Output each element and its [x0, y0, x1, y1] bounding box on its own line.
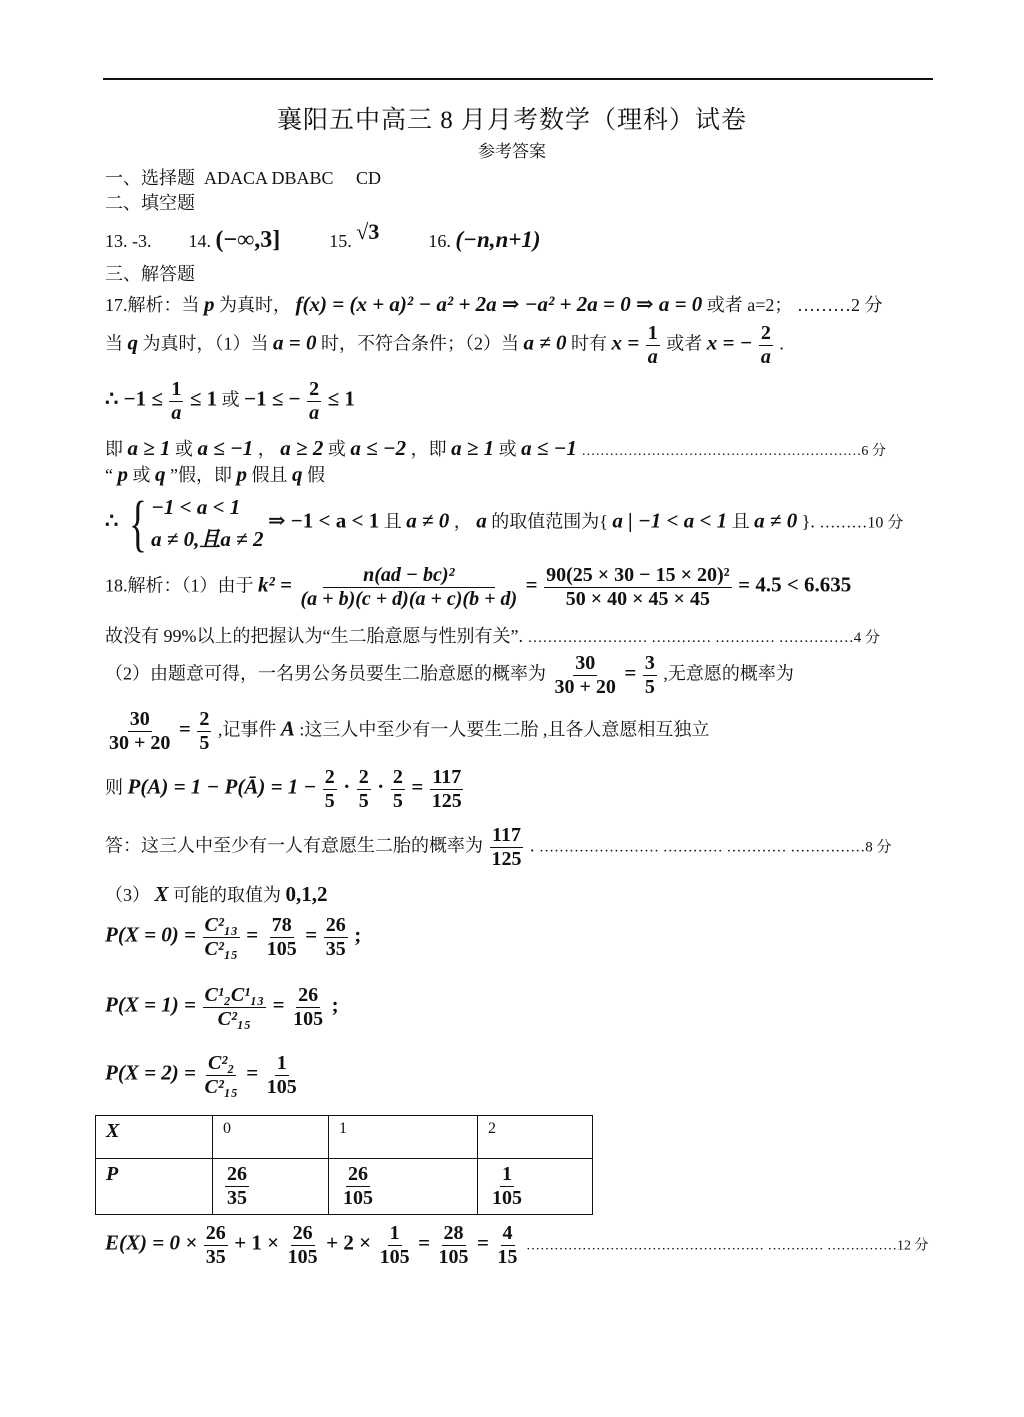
formula: a ≤ −1	[197, 436, 254, 460]
var-p: p	[117, 462, 128, 486]
var-p: p	[236, 462, 247, 486]
numerator: 26	[292, 1222, 313, 1244]
table-cell: 1	[329, 1116, 478, 1159]
numerator: C²₂	[208, 1052, 235, 1074]
text: 则	[105, 777, 123, 798]
fraction	[544, 564, 732, 611]
formula: ·	[343, 774, 351, 799]
q18-expectation	[105, 1222, 929, 1269]
numerator: 2	[309, 378, 320, 400]
score-note: ………2 分	[796, 295, 883, 315]
q17-line-3	[105, 378, 355, 425]
section-label: 三、解答题	[105, 264, 195, 284]
fraction	[357, 766, 371, 813]
text: 或	[221, 389, 240, 410]
text: 答：这三人中至少有一人有意愿生二胎的概率为	[105, 835, 483, 856]
fraction	[323, 766, 337, 813]
text: 或	[175, 439, 194, 459]
score-note: ……………………………………………………6 分	[581, 444, 886, 459]
fraction	[490, 824, 524, 871]
var-q: q	[127, 330, 138, 355]
formula: + 2 ×	[326, 1230, 372, 1255]
denominator: 30 + 20	[109, 732, 171, 754]
denominator: 125	[431, 790, 462, 812]
numerator: 2	[358, 766, 369, 788]
formula: ·	[377, 774, 385, 799]
denominator: 50 × 40 × 45 × 45	[565, 588, 710, 610]
text: 为真时，	[219, 295, 291, 315]
denominator: 105	[266, 938, 297, 960]
formula: −1 < a < 1	[151, 495, 241, 519]
fraction	[553, 652, 618, 699]
formula: ≤ 1	[327, 386, 355, 411]
section-label: 二、填空题	[105, 193, 195, 213]
fraction	[169, 378, 183, 425]
numerator: 3	[644, 652, 655, 674]
denominator: 5	[392, 790, 403, 812]
denominator: a	[647, 346, 658, 368]
formula: a	[476, 508, 487, 533]
numerator: 1	[276, 1052, 287, 1074]
denominator: a	[309, 402, 320, 424]
q18-line-1	[105, 564, 851, 611]
score-note: …………………… ………… ………… ……………4 分	[527, 630, 880, 646]
text: 且	[731, 511, 750, 532]
denominator: a	[760, 346, 771, 368]
q17-line-4	[105, 436, 886, 461]
formula: P(X = 1) =	[105, 992, 197, 1017]
var-p: p	[204, 292, 215, 316]
formula: a = 0	[273, 330, 317, 355]
numerator: 2	[199, 708, 210, 730]
fraction	[197, 708, 211, 755]
formula: = 4.5 < 6.635	[738, 572, 852, 597]
q13-answer: 13. -3.	[105, 231, 152, 251]
numerator: 28	[443, 1222, 464, 1244]
formula: f(x) = (x + a)² − a² + 2a ⇒ −a² + 2a = 0 ⇒ a = 0	[295, 292, 703, 316]
text: 假	[307, 465, 325, 485]
formula: =	[624, 660, 637, 685]
q18-line-4	[105, 708, 709, 755]
formula: A	[280, 716, 295, 741]
var-q: q	[292, 462, 303, 486]
brace-icon: {	[128, 489, 147, 558]
q18-line-3	[105, 652, 794, 699]
text: ，即	[410, 439, 447, 459]
denominator: 5	[324, 790, 335, 812]
denominator: 35	[325, 938, 346, 960]
formula: P(X = 2) =	[105, 1060, 197, 1085]
text: 故没有 99%以上的把握认为“生二胎意愿与性别有关”.	[105, 626, 523, 646]
denominator: 30 + 20	[554, 676, 616, 698]
formula: a ≥ 1	[451, 436, 495, 460]
denominator: 105	[438, 1246, 469, 1268]
fraction	[204, 1222, 228, 1269]
q17-line-2	[105, 322, 784, 369]
text: 或者	[666, 333, 703, 354]
text: 当	[105, 333, 123, 354]
table-header-p: P	[96, 1159, 213, 1215]
numerator: 2	[324, 766, 335, 788]
fraction	[291, 984, 325, 1031]
text: ”假，即	[170, 465, 232, 485]
formula: 0,1,2	[285, 882, 328, 906]
formula: ∴ −1 ≤	[105, 386, 163, 411]
top-rule	[103, 78, 933, 80]
formula: ;	[354, 922, 362, 947]
denominator: 15	[497, 1246, 518, 1268]
numerator: 26	[348, 1163, 368, 1185]
denominator: 105	[293, 1008, 324, 1030]
denominator: (a + b)(c + d)(a + c)(b + d)	[300, 588, 518, 610]
numerator: 26	[325, 914, 346, 936]
numerator: 1	[389, 1222, 400, 1244]
formula: =	[246, 922, 259, 947]
table-header-x: X	[96, 1116, 213, 1159]
numerator: C¹₂C¹₁₃	[204, 984, 265, 1006]
fraction	[307, 378, 321, 425]
text: （2）由题意可得，一名男公务员要生二胎意愿的概率为	[105, 663, 546, 684]
fraction	[299, 564, 520, 611]
denominator: 105	[287, 1246, 318, 1268]
text: ,无意愿的概率为	[663, 663, 794, 684]
denominator: C²₁₅	[204, 1076, 238, 1098]
q18-line-6	[105, 824, 892, 871]
formula: a | −1 < a < 1	[612, 508, 728, 533]
score-note: …………………… ………… ………… ……………8 分	[539, 839, 892, 856]
text: }.	[801, 511, 815, 532]
denominator: 5	[199, 732, 210, 754]
denominator: 35	[205, 1246, 226, 1268]
choice-answers-line	[105, 168, 381, 190]
q17-line-5	[105, 462, 325, 487]
text: 可能的取值为	[173, 885, 282, 905]
formula: a ≠ 0	[754, 508, 798, 533]
fraction	[437, 1222, 471, 1269]
numerator: 26	[205, 1222, 226, 1244]
formula: =	[418, 1230, 431, 1255]
numerator: 30	[575, 652, 596, 674]
numerator: C²₁₃	[204, 914, 238, 936]
numerator: 78	[271, 914, 292, 936]
fill-blank-answers	[105, 219, 541, 255]
formula: −1 ≤ −	[244, 386, 301, 411]
text: 或	[498, 439, 517, 459]
text: ，	[257, 439, 276, 459]
formula: a ≠ 0,且a ≠ 2	[151, 526, 264, 551]
denominator: 35	[227, 1187, 247, 1209]
table-cell: 0	[213, 1116, 329, 1159]
fraction	[646, 322, 660, 369]
formula: k² =	[258, 572, 293, 597]
fraction	[430, 766, 464, 813]
text: 假且	[251, 465, 288, 485]
denominator: 105	[379, 1246, 410, 1268]
inequality-system	[151, 492, 263, 555]
formula: + 1 ×	[234, 1230, 280, 1255]
table-cell	[329, 1159, 478, 1215]
formula: a ≤ −1	[521, 436, 577, 460]
fraction	[265, 1052, 299, 1099]
fraction	[378, 1222, 412, 1269]
formula: =	[411, 774, 424, 799]
denominator: 105	[343, 1187, 373, 1209]
q18-p2	[105, 1052, 301, 1099]
choice-answers-2: CD	[356, 168, 382, 188]
text: .	[779, 333, 784, 354]
table-cell	[213, 1159, 329, 1215]
section-label: 一、选择题	[105, 168, 195, 188]
denominator: 105	[492, 1187, 522, 1209]
numerator: 26	[298, 984, 319, 1006]
numerator: 1	[502, 1163, 512, 1185]
formula: =	[305, 922, 318, 947]
text: 且	[383, 511, 402, 532]
fraction	[286, 1222, 320, 1269]
numerator: 30	[129, 708, 150, 730]
formula: P(X = 0) =	[105, 922, 197, 947]
fraction	[496, 1222, 520, 1269]
table-cell	[478, 1159, 593, 1215]
numerator: 117	[432, 766, 462, 788]
fraction	[341, 1163, 375, 1210]
text: ，	[453, 511, 472, 532]
denominator: a	[171, 402, 182, 424]
q14-answer: (−∞,3]	[215, 227, 281, 253]
formula: =	[272, 992, 285, 1017]
choice-answers: ADACA DBABC	[204, 168, 334, 188]
denominator: C²₁₅	[217, 1008, 251, 1030]
text: 17.解析：当	[105, 295, 200, 315]
text: ,记事件	[217, 719, 277, 740]
q17-line-1	[105, 292, 882, 317]
denominator: 5	[644, 676, 655, 698]
text: 的取值范围为{	[491, 511, 608, 532]
q16-answer: (−n,n+1)	[455, 227, 541, 252]
q18-p1	[105, 984, 339, 1031]
formula: a ≥ 1	[127, 436, 171, 460]
text: 时有	[571, 333, 607, 354]
formula: =	[178, 716, 191, 741]
score-note: ………10 分	[819, 514, 904, 532]
fraction	[203, 1052, 240, 1099]
formula: ∴	[105, 508, 119, 533]
text: .	[530, 835, 535, 856]
q18-line-7	[105, 882, 328, 907]
q17-line-6	[105, 489, 904, 558]
fraction	[265, 914, 299, 961]
var-q: q	[155, 462, 166, 486]
formula: a ≥ 2	[280, 436, 324, 460]
distribution-table	[95, 1115, 593, 1215]
text: 或	[132, 465, 151, 485]
formula: x =	[611, 330, 640, 355]
numerator: 90(25 × 30 − 15 × 20)²	[546, 564, 730, 586]
formula: a ≠ 0	[523, 330, 567, 355]
text: 或	[327, 439, 346, 459]
numerator: 1	[647, 322, 658, 344]
score-note: …………………………………………… ………… ……………12 分	[526, 1238, 929, 1254]
fraction	[490, 1163, 524, 1210]
q18-line-5	[105, 766, 466, 813]
formula: x = −	[706, 330, 753, 355]
numerator: n(ad − bc)²	[323, 564, 494, 588]
q18-line-2	[105, 626, 880, 648]
text: 18.解析：（1）由于	[105, 575, 254, 596]
denominator: 105	[266, 1076, 297, 1098]
text: 为真时，（1）当	[142, 333, 269, 354]
numerator: 2	[760, 322, 771, 344]
formula: ⇒ −1 < a < 1	[267, 508, 380, 533]
table-row	[96, 1116, 593, 1159]
table-cell: 2	[478, 1116, 593, 1159]
numerator: 117	[492, 824, 521, 846]
numerator: 4	[502, 1222, 513, 1244]
q15-answer: √3	[356, 219, 380, 244]
q16-label: 16.	[428, 231, 451, 251]
formula: E(X) = 0 ×	[105, 1230, 198, 1255]
formula: =	[477, 1230, 489, 1255]
numerator: 26	[227, 1163, 247, 1185]
formula: X	[154, 882, 169, 906]
text: :这三人中至少有一人要生二胎 ,且各人意愿相互独立	[299, 719, 710, 740]
text: 或者 a=2；	[706, 295, 793, 315]
text: “	[105, 465, 113, 485]
text: （3）	[105, 885, 150, 905]
formula: =	[246, 1060, 259, 1085]
fraction	[203, 914, 240, 961]
formula: ≤ 1	[189, 386, 218, 411]
formula: =	[525, 572, 538, 597]
table-row	[96, 1159, 593, 1215]
fraction	[324, 914, 348, 961]
page-title: 襄阳五中高三 8 月月考数学（理科）试卷	[276, 107, 747, 134]
numerator: 2	[392, 766, 403, 788]
text: 即	[105, 439, 123, 459]
text: 时，不符合条件；（2）当	[320, 333, 519, 354]
fraction	[759, 322, 773, 369]
page-subtitle: 参考答案	[478, 142, 546, 161]
fraction	[107, 708, 172, 755]
fraction	[391, 766, 405, 813]
fraction	[225, 1163, 249, 1210]
formula: P(A) = 1 − P(Ā) = 1 −	[127, 774, 317, 799]
q15-label: 15.	[329, 231, 352, 251]
denominator: 125	[491, 848, 522, 870]
denominator: C²₁₅	[204, 938, 238, 960]
formula: a ≤ −2	[350, 436, 407, 460]
q14-label: 14.	[188, 231, 211, 251]
numerator: 1	[171, 378, 182, 400]
formula: ;	[331, 992, 339, 1017]
q18-p0	[105, 914, 361, 961]
denominator: 5	[358, 790, 369, 812]
formula: a ≠ 0	[406, 508, 450, 533]
fraction	[643, 652, 657, 699]
fraction	[203, 984, 267, 1031]
